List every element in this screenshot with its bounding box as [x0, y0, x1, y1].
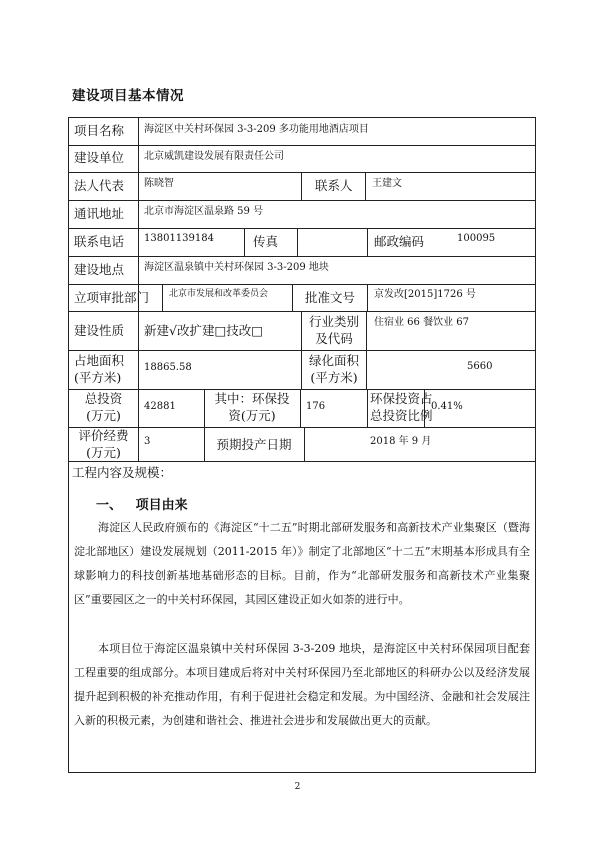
- background-paragraph: 海淀区人民政府颁布的《海淀区“十二五”时期北部研发服务和高新技术产业集聚区（暨海淀北部地区）建设发展规划（2011-2015 年）》制定了北部地区“十二五”末期基本形成具有全球影响力的科技创新基地基础形态的目标。目前，作为“北部研发服务和高新技术产业集聚区”重要园区之一的中关村环保园，其园区建设正如火如荼的进行中。: [74, 521, 530, 606]
- col-divider: [292, 284, 293, 311]
- col-divider: [304, 427, 305, 461]
- total-invest-value: 42881: [144, 401, 176, 412]
- total-invest-unit-label: (万元): [86, 408, 121, 423]
- col-divider: [244, 228, 245, 256]
- site-value: 海淀区温泉镇中关村环保园 3-3-209 地块: [144, 262, 329, 273]
- page-number: 2: [294, 782, 301, 792]
- postcode-label: 邮政编码: [374, 234, 425, 249]
- area-unit-label: (平方米): [74, 370, 122, 385]
- location-paragraph: 本项目位于海淀区温泉镇中关村环保园 3-3-209 地块，是海淀区中关村环保园项目配套工程重要的组成部分。本项目建成后将对中关村环保园乃至北部地区的科研办公以及经济发展提升起到积极的补充推动作用，有利于促进社会稳定和发展。为中国经济、金融和社会发展注入新的积极元素，为创建和谐社会、推进社会进步和发展做出更大的贡献。: [74, 642, 530, 727]
- col-divider: [297, 228, 298, 256]
- col-divider: [300, 389, 301, 427]
- col-divider: [301, 172, 302, 200]
- legal-rep-label: 法人代表: [74, 178, 125, 193]
- env-ratio-value: 0.41%: [431, 401, 463, 412]
- address-label: 通讯地址: [74, 206, 125, 221]
- area-value: 18865.58: [144, 362, 192, 373]
- env-ratio-label-cont: 总投资比例: [370, 408, 433, 423]
- fax-label: 传真: [253, 234, 279, 249]
- builder-label: 建设单位: [74, 150, 125, 165]
- col-divider: [367, 389, 368, 427]
- eval-fee-value: 3: [144, 436, 151, 447]
- col-divider: [138, 117, 139, 461]
- col-divider: [366, 311, 367, 389]
- env-ratio-label: 环保投资占: [370, 391, 433, 406]
- approval-no-label: 批准文号: [305, 290, 356, 305]
- area-label: 占地面积: [74, 353, 125, 368]
- green-value: 5660: [467, 361, 493, 372]
- postcode-value: 100095: [457, 233, 496, 244]
- approval-dept-value: 北京市发展和改革委员会: [169, 289, 269, 299]
- operation-date-label: 预期投产日期: [216, 437, 292, 452]
- approval-dept-label: 立项审批部门: [74, 290, 150, 305]
- page-heading: 建设项目基本情况: [72, 88, 184, 104]
- col-divider: [367, 228, 368, 256]
- project-name-label: 项目名称: [74, 123, 125, 138]
- total-invest-label: 总投资: [84, 391, 123, 406]
- section-title: 一、 项目由来: [96, 498, 188, 513]
- contact-label: 联系人: [315, 178, 353, 193]
- content-label: 工程内容及规模：: [72, 465, 173, 480]
- green-unit-label: (平方米): [310, 370, 358, 385]
- env-invest-label: 其中：环保投: [214, 391, 290, 406]
- legal-rep-value: 陈晓智: [144, 178, 174, 189]
- phone-value: 13801139184: [144, 233, 214, 244]
- nature-value: 新建√改扩建□技改□: [144, 323, 264, 338]
- project-name-value: 海淀区中关村环保园 3-3-209 多功能用地酒店项目: [144, 124, 369, 135]
- approval-no-value: 京发改[2015]1726 号: [374, 289, 476, 300]
- industry-label: 行业类别: [308, 314, 359, 329]
- builder-value: 北京威凯建设发展有限责任公司: [144, 151, 284, 162]
- industry-label-cont: 及代码: [315, 331, 353, 346]
- nature-label: 建设性质: [74, 323, 125, 338]
- row-divider: [68, 461, 536, 462]
- env-invest-value: 176: [306, 401, 326, 412]
- phone-label: 联系电话: [74, 234, 125, 249]
- col-divider: [367, 284, 368, 311]
- env-invest-unit-label: 资(万元): [228, 408, 276, 423]
- green-label: 绿化面积: [308, 353, 359, 368]
- industry-value: 住宿业 66 餐饮业 67: [374, 317, 469, 328]
- contact-value: 王建文: [372, 178, 402, 189]
- operation-date-value: 2018 年 9 月: [370, 436, 432, 447]
- site-label: 建设地点: [74, 262, 125, 277]
- col-divider: [365, 172, 366, 200]
- address-value: 北京市海淀区温泉路 59 号: [144, 206, 264, 217]
- eval-fee-unit-label: (万元): [86, 445, 121, 460]
- col-divider: [162, 284, 163, 311]
- eval-fee-label: 评价经费: [78, 428, 129, 443]
